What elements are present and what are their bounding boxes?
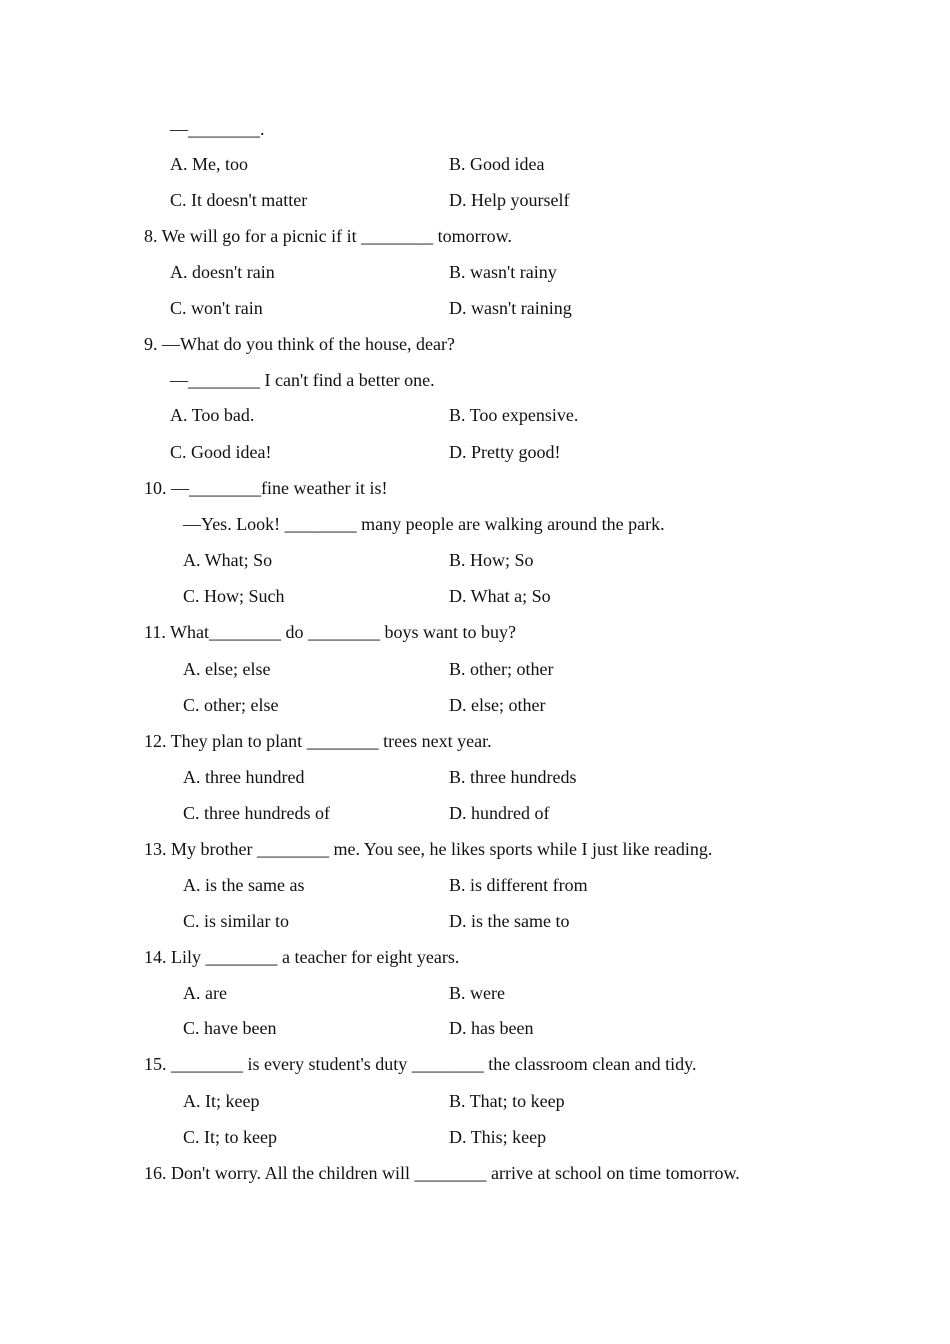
q11-option-a[interactable]: A. else; else: [183, 659, 271, 679]
q11-option-c[interactable]: C. other; else: [183, 695, 279, 715]
q13-stem: 13. My brother ________ me. You see, he likes sports while I just like reading.: [144, 839, 713, 859]
q12-option-a[interactable]: A. three hundred: [183, 767, 305, 787]
q15-stem: 15. ________ is every student's duty ________ the classroom clean and tidy.: [144, 1054, 697, 1074]
q15-option-c[interactable]: C. It; to keep: [183, 1127, 277, 1147]
q7-reply: —________.: [170, 119, 265, 139]
q10-option-c[interactable]: C. How; Such: [183, 586, 285, 606]
q9-option-b[interactable]: B. Too expensive.: [449, 405, 579, 425]
q7-option-a[interactable]: A. Me, too: [170, 154, 248, 174]
q8-option-b[interactable]: B. wasn't rainy: [449, 262, 557, 282]
q12-option-c[interactable]: C. three hundreds of: [183, 803, 330, 823]
q13-option-c[interactable]: C. is similar to: [183, 911, 290, 931]
q7-option-d[interactable]: D. Help yourself: [449, 190, 570, 210]
q14-option-a[interactable]: A. are: [183, 983, 227, 1003]
q8-option-d[interactable]: D. wasn't raining: [449, 298, 572, 318]
q8-stem: 8. We will go for a picnic if it ________ tomorrow.: [144, 226, 512, 246]
q9-reply: —________ I can't find a better one.: [170, 370, 435, 390]
q11-option-b[interactable]: B. other; other: [449, 659, 554, 679]
q7-option-c[interactable]: C. It doesn't matter: [170, 190, 308, 210]
q7-option-b[interactable]: B. Good idea: [449, 154, 545, 174]
q13-option-a[interactable]: A. is the same as: [183, 875, 305, 895]
q10-reply: —Yes. Look! ________ many people are walking around the park.: [183, 514, 665, 534]
q13-option-d[interactable]: D. is the same to: [449, 911, 570, 931]
q10-option-a[interactable]: A. What; So: [183, 550, 273, 570]
q15-option-a[interactable]: A. It; keep: [183, 1091, 260, 1111]
q13-option-b[interactable]: B. is different from: [449, 875, 588, 895]
q14-option-d[interactable]: D. has been: [449, 1018, 534, 1038]
q9-option-d[interactable]: D. Pretty good!: [449, 442, 561, 462]
q16-stem: 16. Don't worry. All the children will ________ arrive at school on time tomorrow.: [144, 1163, 740, 1183]
q12-stem: 12. They plan to plant ________ trees next year.: [144, 731, 492, 751]
q8-option-c[interactable]: C. won't rain: [170, 298, 263, 318]
q9-option-c[interactable]: C. Good idea!: [170, 442, 272, 462]
q14-option-c[interactable]: C. have been: [183, 1018, 277, 1038]
q9-option-a[interactable]: A. Too bad.: [170, 405, 255, 425]
q10-option-b[interactable]: B. How; So: [449, 550, 534, 570]
q10-option-d[interactable]: D. What a; So: [449, 586, 551, 606]
q12-option-b[interactable]: B. three hundreds: [449, 767, 577, 787]
q15-option-d[interactable]: D. This; keep: [449, 1127, 547, 1147]
q8-option-a[interactable]: A. doesn't rain: [170, 262, 275, 282]
q14-stem: 14. Lily ________ a teacher for eight years.: [144, 947, 460, 967]
q11-option-d[interactable]: D. else; other: [449, 695, 546, 715]
q12-option-d[interactable]: D. hundred of: [449, 803, 550, 823]
q11-stem: 11. What________ do ________ boys want to buy?: [144, 622, 516, 642]
q9-stem: 9. —What do you think of the house, dear?: [144, 334, 455, 354]
q14-option-b[interactable]: B. were: [449, 983, 505, 1003]
q15-option-b[interactable]: B. That; to keep: [449, 1091, 565, 1111]
q10-stem: 10. —________fine weather it is!: [144, 478, 388, 498]
